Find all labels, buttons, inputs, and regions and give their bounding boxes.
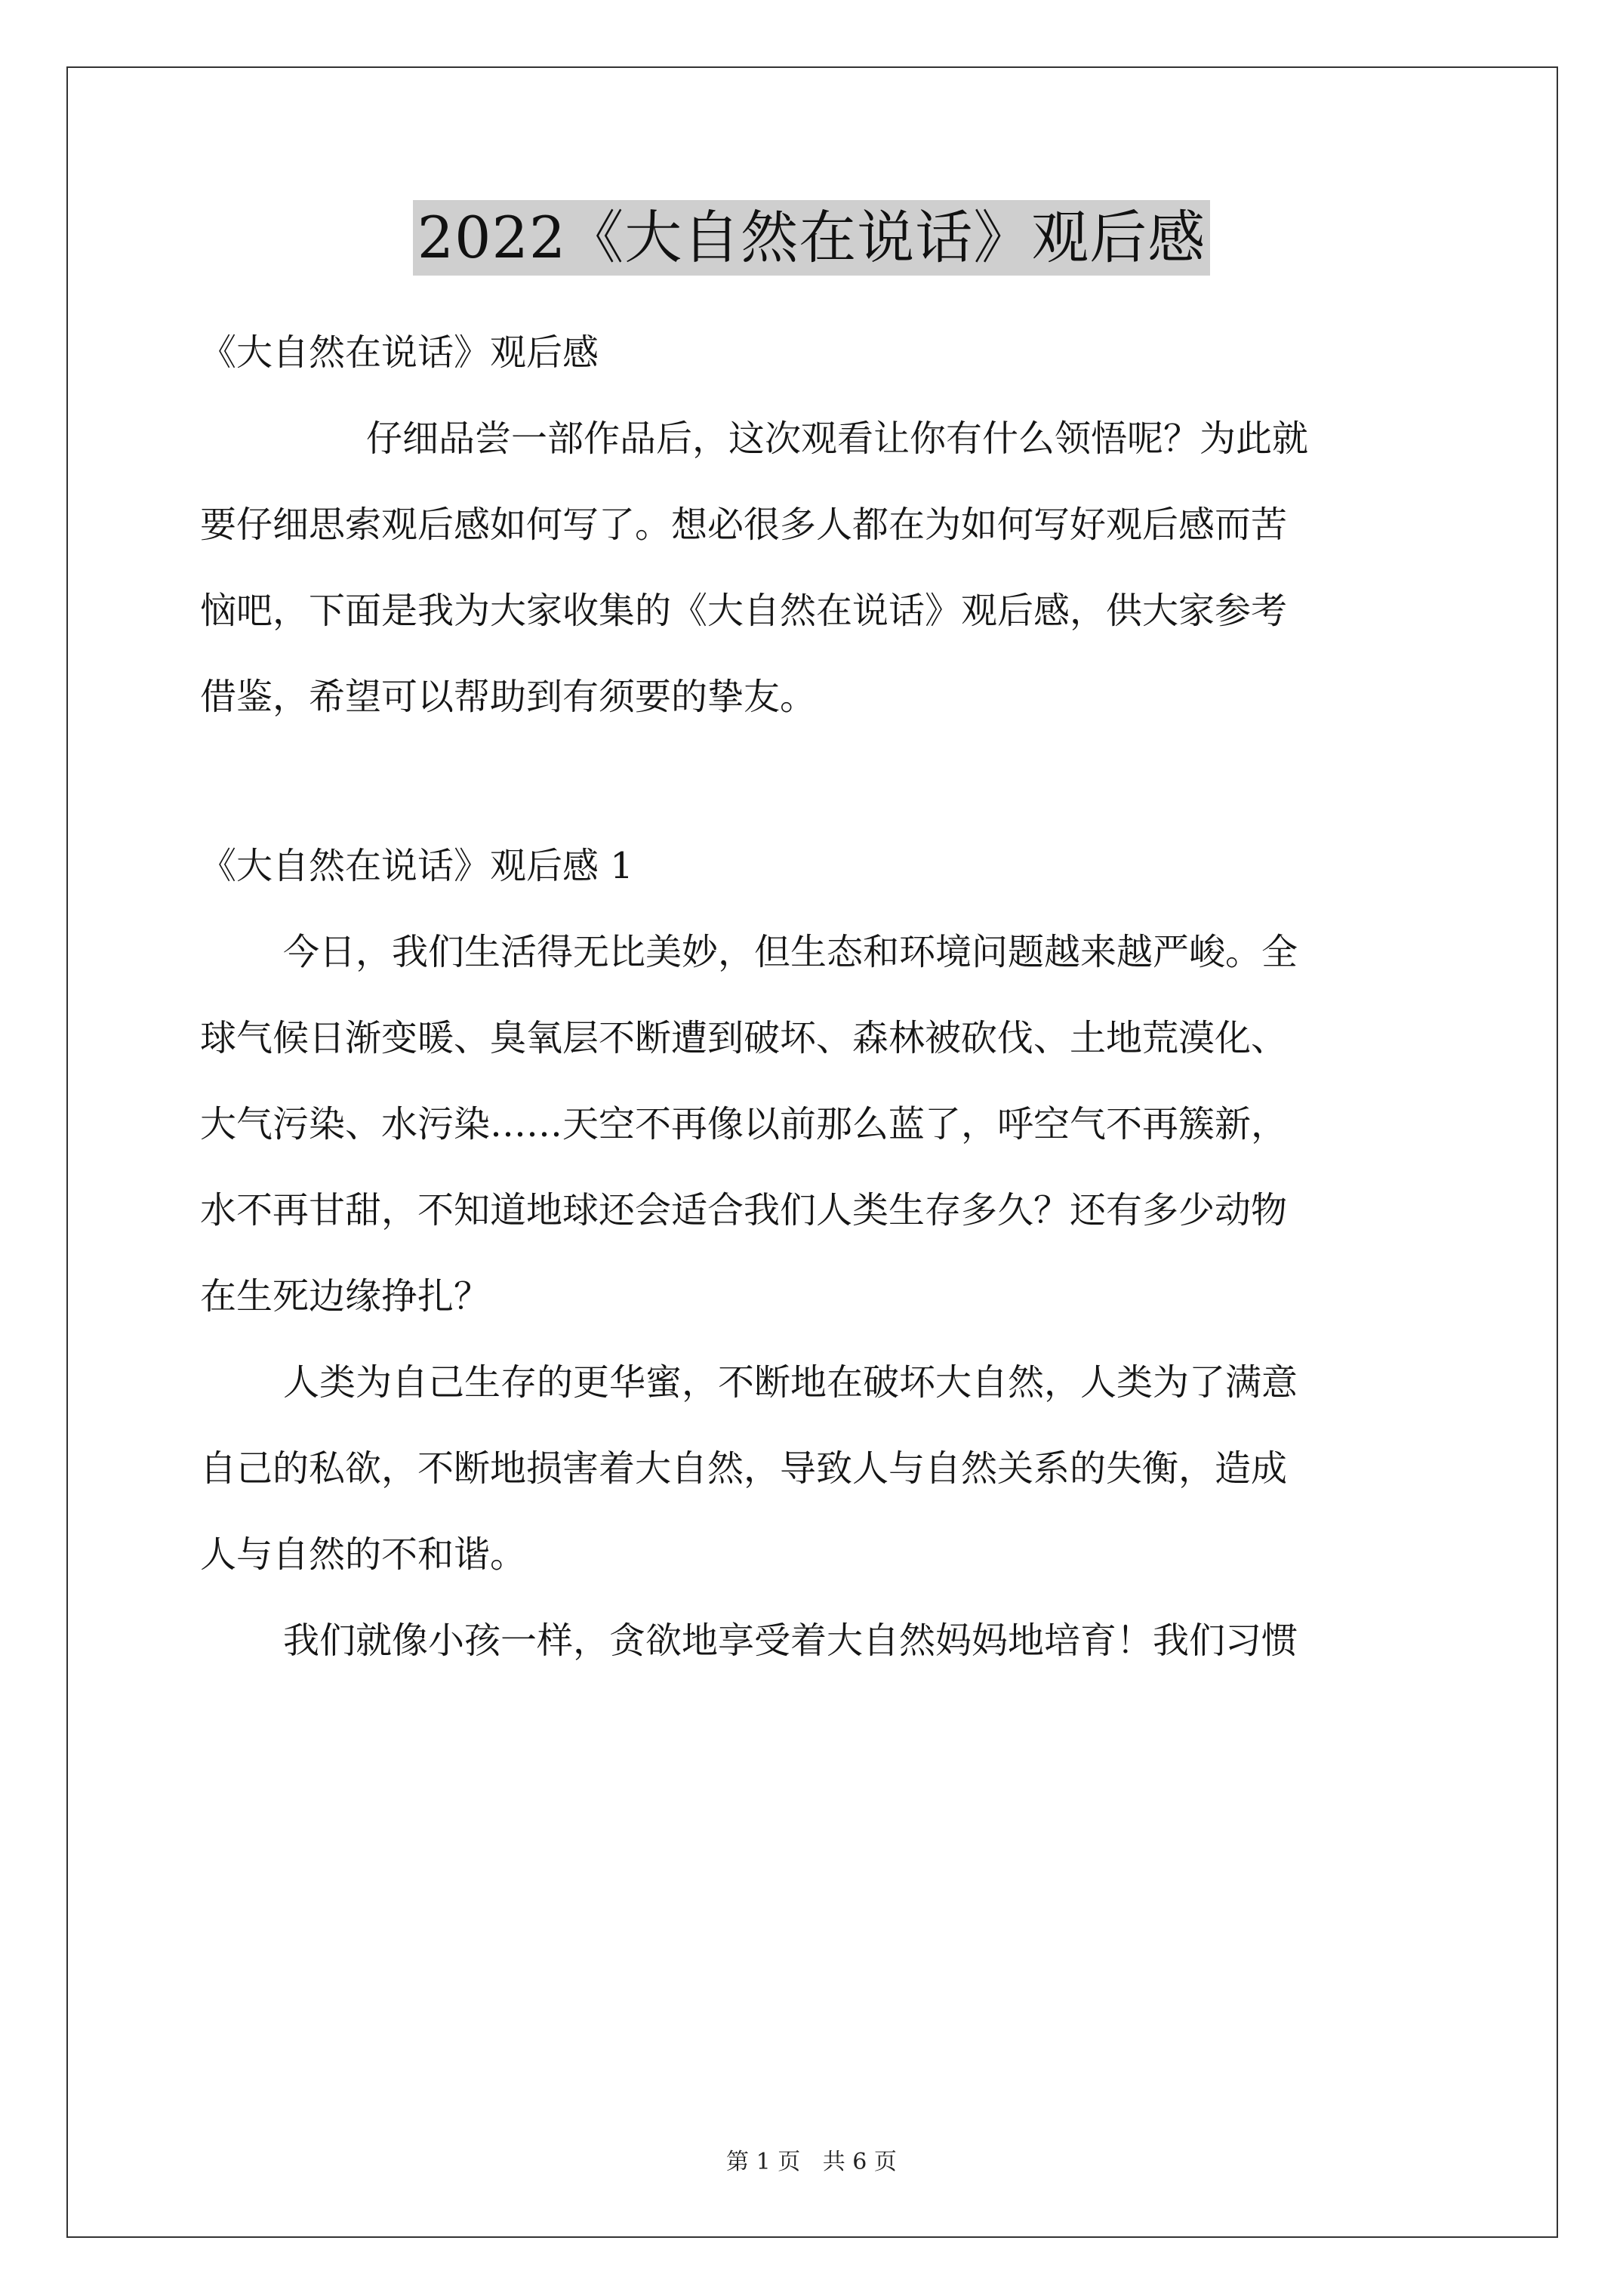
page-footer: [0, 2143, 1623, 2176]
page-total: 共 6 页: [822, 2149, 897, 2175]
paragraph-line: 球气候日渐变暖、臭氧层不断遭到破坏、森林被砍伐、土地荒漠化、: [200, 1017, 1288, 1059]
intro-line: 借鉴，希望可以帮助到有须要的挚友。: [200, 676, 817, 718]
page-number: 第 1 页: [726, 2149, 801, 2175]
title-container: [0, 200, 1623, 276]
intro-line: 要仔细思索观后感如何写了。想必很多人都在为如何写好观后感而苦: [200, 504, 1288, 546]
intro-line: 恼吧，下面是我为大家收集的《大自然在说话》观后感，供大家参考: [200, 590, 1288, 632]
paragraph-line: 水不再甘甜，不知道地球还会适合我们人类生存多久？还有多少动物: [200, 1189, 1288, 1231]
subtitle: 《大自然在说话》观后感: [200, 331, 599, 374]
paragraph-line: 我们就像小孩一样，贪欲地享受着大自然妈妈地培育！我们习惯: [283, 1620, 1298, 1662]
document-body: [200, 310, 1431, 1684]
section-heading: 《大自然在说话》观后感 1: [200, 845, 633, 887]
paragraph-line: 人与自然的不和谐。: [200, 1533, 527, 1576]
blank-spacer: [200, 740, 1431, 823]
paragraph-line: 在生死边缘挣扎？: [200, 1275, 491, 1318]
paragraph-line: 人类为自己生存的更华蜜，不断地在破坏大自然，人类为了满意: [283, 1361, 1298, 1404]
paragraph-line: 今日，我们生活得无比美妙，但生态和环境问题越来越严峻。全: [283, 931, 1298, 973]
paragraph-line: 自己的私欲，不断地损害着大自然，导致人与自然关系的失衡，造成: [200, 1447, 1288, 1490]
intro-line: 仔细品尝一部作品后，这次观看让你有什么领悟呢？为此就: [366, 418, 1309, 460]
document-title: 2022《大自然在说话》观后感: [413, 200, 1210, 276]
paragraph-line: 大气污染、水污染……天空不再像以前那么蓝了，呼空气不再簇新，: [200, 1103, 1288, 1145]
